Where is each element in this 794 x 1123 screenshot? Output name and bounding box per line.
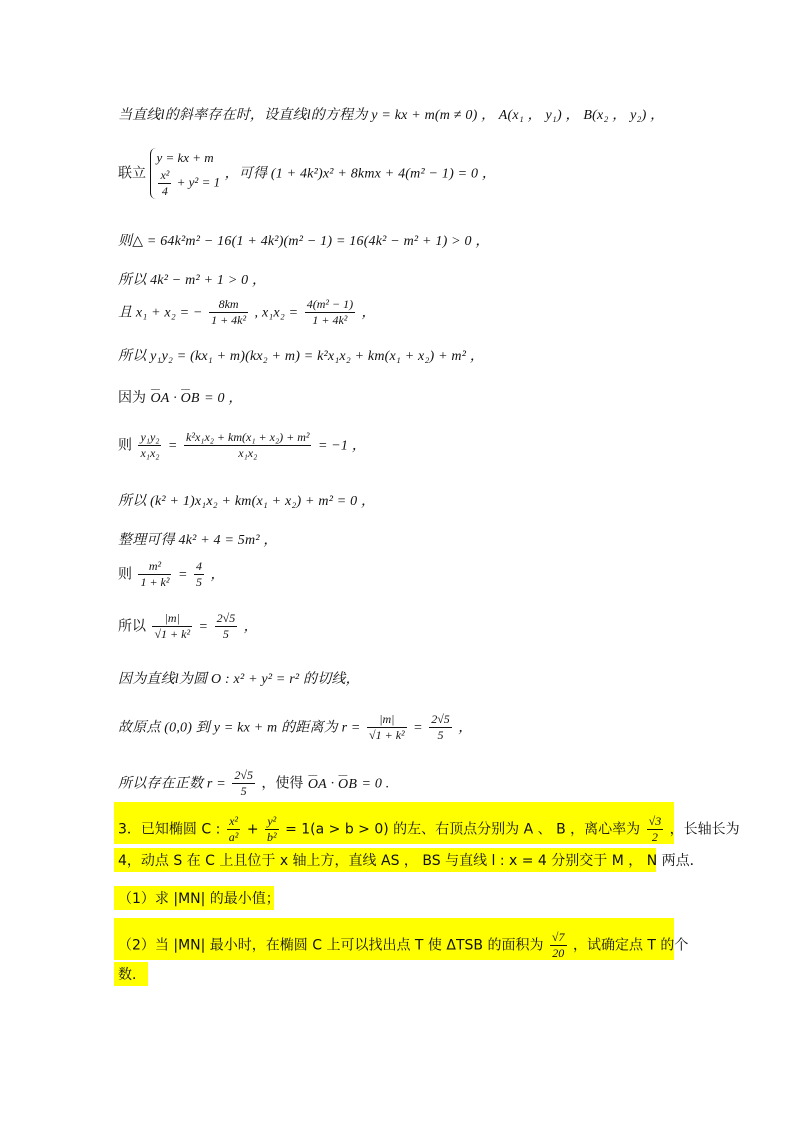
fraction-expanded [184,430,311,461]
fraction-eccentricity [647,814,664,845]
solution-line-14 [118,712,472,743]
fraction-denominator: √1 + k² [369,728,405,742]
problem-part-2 [118,930,688,961]
fraction-numerator: k²x₁x₂ + km(x₁ + x₂) + m² [186,430,310,444]
solution-line-9 [118,492,375,511]
fraction-area [550,930,567,961]
solution-line-15 [118,768,390,799]
vector-oa: ⌣⌣⌣ OA [150,390,169,408]
problem-intro: 3．已知椭圆 C : [118,821,221,838]
vector-oa: ⌣⌣⌣ OA [308,776,327,794]
line-3-text: 则△ = 64k²m² − 16(1 + 4k²)(m² − 1) = 16(4k² − m² + 1) > 0 ， [118,234,490,249]
problem-part-2-continued-text: 数． [118,967,146,983]
dot-operator: · [169,391,181,406]
fraction-denominator: 20 [550,945,567,961]
problem-line-2-text: 4，动点 S 在 C 上且位于 x 轴上方，直线 AS ， BS 与直线 l : x = 4 分别交于 M ， N 两点． [118,853,704,869]
fraction-product [305,297,355,328]
line-2-suffix: ，可得 (1 + 4k²)x² + 8kmx + 4(m² − 1) = 0 ， [224,166,497,182]
fraction-x2-a2 [227,814,241,845]
vector-ob: ⌣⌣⌣ OB [181,390,200,408]
line-11-suffix: ， [210,567,225,583]
line-8-prefix: 则 [118,437,132,454]
line-4-text: 所以 4k² − m² + 1 > 0 ， [118,273,267,288]
solution-line-4 [118,271,266,290]
solution-line-2 [118,148,496,199]
fraction-numerator: y₁y₂ [140,430,160,444]
problem-line-1-end: ，长轴长为 [669,821,740,838]
equation-system [150,148,220,199]
system-fraction [158,168,171,199]
line-15-suffix: = 0 . [361,776,390,792]
fraction-denominator: 4 [158,183,171,199]
line-2-prefix: 联立 [118,165,146,182]
system-eq-2 [156,168,220,199]
fraction-r-value [232,768,255,799]
line-6-text: 所以 y₁y₂ = (kx₁ + m)(kx₂ + m) = k²x₁x₂ + km(x₁ + x₂) + m² ， [118,349,485,364]
fraction-four-fifths [194,559,204,590]
line-11-prefix: 则 [118,566,132,583]
system-eq-2-rest: + y² = 1 [176,174,221,190]
fraction-distance [367,712,407,743]
fraction-denominator: x₁x₂ [140,446,160,460]
fraction-numerator: |m| [164,611,180,625]
line-5-suffix: ， [361,305,376,321]
fraction-abs-m [152,611,192,642]
line-5-prefix: 且 x₁ + x₂ = − [118,305,203,321]
fraction-m-squared [138,559,171,590]
line-12-suffix: ， [243,619,258,635]
fraction-denominator: 2 [647,829,664,845]
equals-sign: = [167,438,178,454]
problem-line-1-mid: = 1(a > b > 0) 的左、右顶点分别为 A 、 B ，离心率为 [285,821,641,838]
solution-line-11 [118,559,225,590]
fraction-numerator: √3 [648,814,662,828]
line-1-text: 当直线l的斜率存在时，设直线l的方程为 y = kx + m(m ≠ 0) ， A(x₁ ， y₁) ， B(x₂ ， y₂) ， [118,108,665,123]
fraction-denominator: √1 + k² [154,627,191,641]
line-5-mid: , x₁x₂ = [254,305,299,321]
line-15-mid: ，使得 [261,775,304,792]
fraction-numerator: 2√5 [216,611,236,625]
fraction-y2-b2 [265,814,279,845]
line-15-prefix: 所以存在正数 r = [118,776,226,792]
fraction-denominator: 1 + 4k² [305,312,355,328]
line-12-prefix: 所以 [118,618,146,635]
fraction-numerator: 2√5 [431,712,450,726]
solution-line-1 [118,106,664,125]
problem-part-2-end: ，试确定点 T 的个 [572,937,689,954]
line-13-text: 因为直线l为圆 O : x² + y² = r² 的切线， [118,672,360,687]
fraction-sum [209,297,248,328]
problem-part-1 [118,890,280,908]
equals-sign: = [177,567,188,583]
solution-line-13 [118,670,360,689]
solution-line-10 [118,531,278,550]
problem-part-2-continued [118,966,146,984]
fraction-denominator: 5 [232,783,255,799]
solution-line-8 [118,430,366,461]
line-8-suffix: = −1 ， [317,438,367,454]
fraction-radius [429,712,452,743]
fraction-denominator: x₁x₂ [184,445,311,461]
fraction-denominator: 5 [429,727,452,743]
fraction-ratio [138,430,161,461]
line-7-suffix: = 0 ， [204,391,243,406]
plus-sign: + [246,821,259,838]
equals-sign: = [198,619,209,635]
fraction-numerator: 4 [196,559,203,573]
problem-line-1 [118,814,740,845]
fraction-denominator: 5 [215,626,238,642]
problem-part-2-text: （2）当 |MN| 最小时，在椭圆 C 上可以找出点 T 使 ΔTSB 的面积为 [118,937,544,954]
fraction-denominator: a² [228,830,239,844]
fraction-denominator: 1 + 4k² [211,313,247,327]
solution-line-5 [118,297,376,328]
fraction-denominator: 5 [196,575,203,589]
fraction-numerator: √7 [551,930,565,944]
fraction-numerator: 8km [218,297,239,311]
fraction-denominator: 1 + k² [140,575,170,589]
fraction-numerator: y² [267,814,277,828]
line-14-prefix: 故原点 (0,0) 到 y = kx + m 的距离为 r = [118,720,361,736]
solution-line-3 [118,232,490,251]
line-9-text: 所以 (k² + 1)x₁x₂ + km(x₁ + x₂) + m² = 0 ， [118,494,376,509]
problem-line-2 [118,852,704,870]
line-7-prefix: 因为 [118,390,146,406]
solution-line-12 [118,611,258,642]
fraction-two-root-five [215,611,238,642]
equals-sign: = [413,720,423,736]
fraction-numerator: 2√5 [234,768,253,782]
fraction-denominator: b² [267,830,277,844]
fraction-numerator: m² [148,559,162,573]
fraction-numerator: 4(m² − 1) [306,297,354,311]
system-eq-1: y = kx + m [156,150,214,165]
fraction-numerator: |m| [379,712,395,726]
dot-operator: · [326,776,339,792]
solution-line-6 [118,347,484,366]
line-14-suffix: ， [458,720,473,736]
fraction-numerator: x² [160,168,170,182]
vector-ob: ⌣⌣⌣ OB [338,776,357,794]
fraction-numerator: x² [229,814,239,828]
line-10-text: 整理可得 4k² + 4 = 5m² ， [118,533,278,548]
solution-line-7 [118,389,243,408]
problem-part-1-text: （1）求 |MN| 的最小值； [118,891,280,907]
